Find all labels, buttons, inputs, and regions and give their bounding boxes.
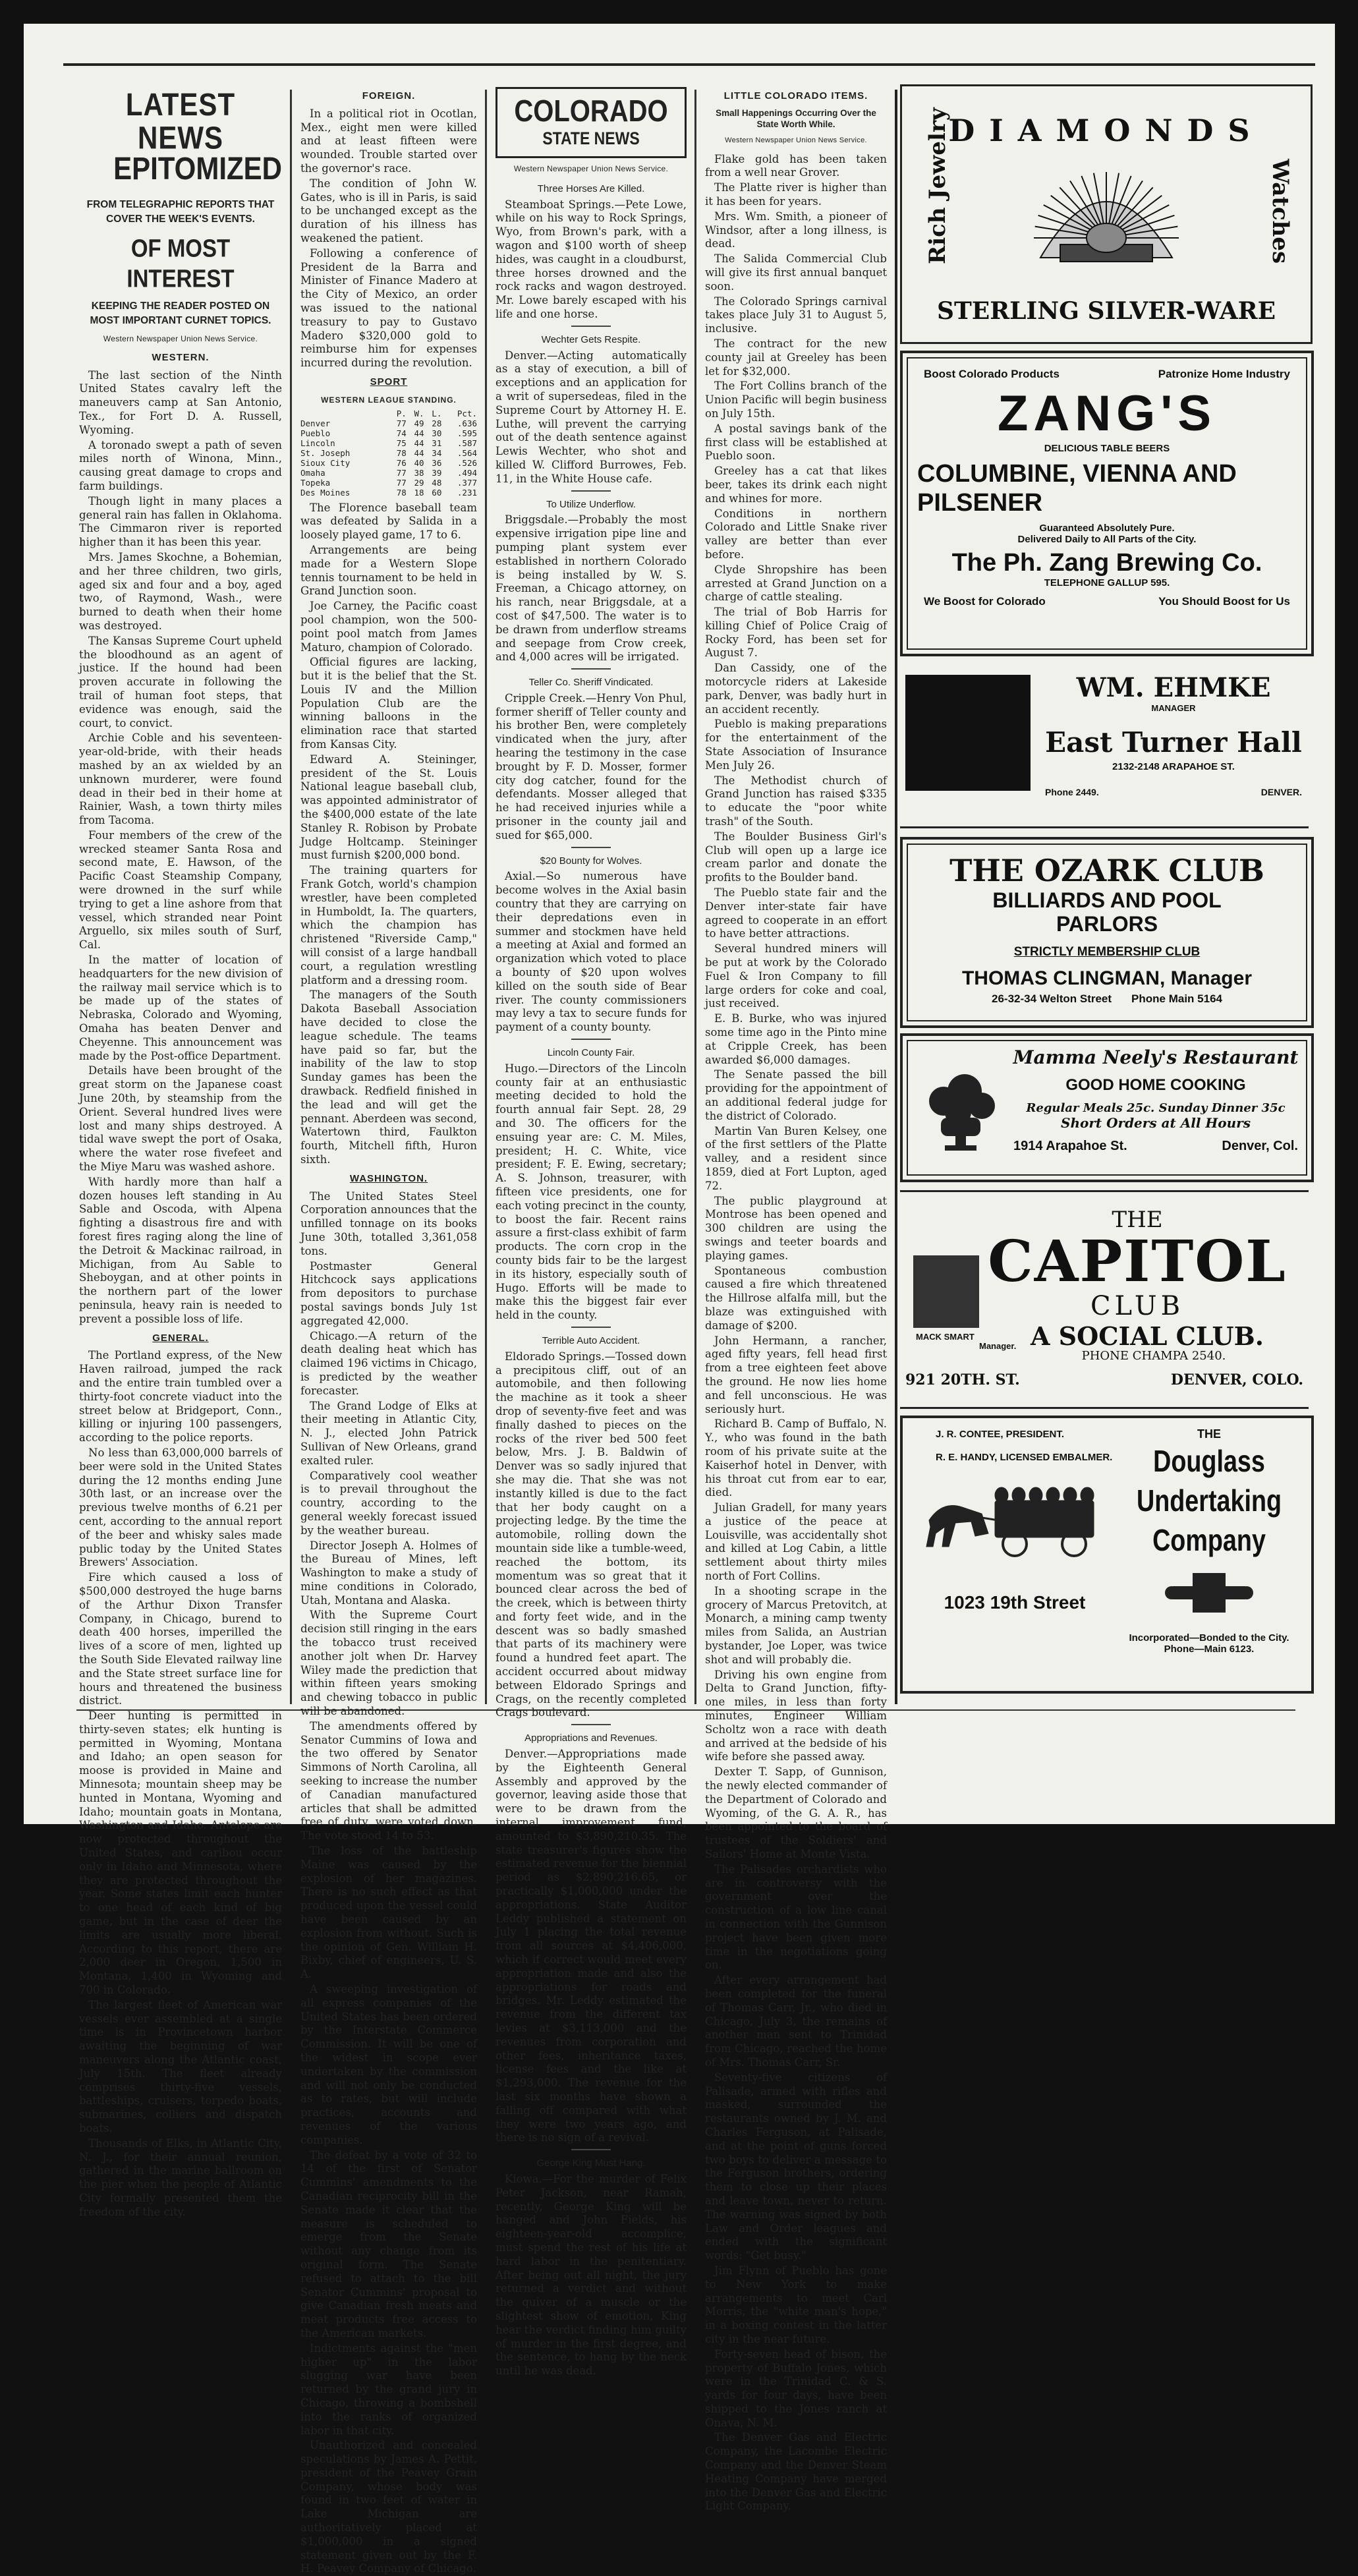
team-name: Pueblo — [300, 428, 331, 438]
ad-diamonds-title: DIAMONDS — [948, 113, 1264, 148]
article-paragraph: The Florence baseball team was defeated by Salida in a loosely played game, 17 to 6. — [300, 501, 477, 542]
standing-cell: 44 — [414, 438, 424, 448]
story-divider — [571, 1039, 611, 1040]
article-paragraph: Four members of the crew of the wrecked steamer Santa Rosa and second mate, E. Hawson, of the Pacific Coast Steamship Company, were drowned in the surf while trying to get a line ashore from that vessel, which stranded near Point Arguello, six miles south of Surf, Cal. — [79, 828, 282, 952]
standing-cell: 44 — [414, 447, 424, 458]
section-washington: WASHINGTON. — [349, 1172, 428, 1184]
standing-row — [300, 488, 477, 498]
ad-ehmke-role: MANAGER — [1151, 703, 1196, 713]
ad-ozark-phone: Phone Main 5164 — [1131, 992, 1222, 1005]
article-paragraph: Flake gold has been taken from a well near Grover. — [705, 152, 887, 179]
story-headline: Teller Co. Sheriff Vindicated. — [528, 677, 654, 689]
ad-mamma-neelys-restaurant — [900, 1033, 1314, 1182]
column-colorado-state-news — [495, 87, 687, 2378]
ad-ehmke-phone: Phone 2449. — [1045, 787, 1099, 797]
story-headline: $20 Bounty for Wolves. — [540, 855, 642, 867]
standing-row — [300, 418, 477, 428]
ad-douglass-the: THE — [1197, 1427, 1221, 1441]
ad-ehmke-hall: East Turner Hall — [1045, 726, 1302, 758]
ad-neely-line2: Regular Meals 25c. Sunday Dinner 35c — [1026, 1101, 1286, 1115]
ad-capitol-city: DENVER, COLO. — [1170, 1371, 1303, 1388]
ad-douglass-embalmer: R. E. HANDY, LICENSED EMBALMER. — [936, 1452, 1113, 1463]
standing-cell: 78 — [396, 447, 407, 458]
article-paragraph: The Boulder Business Girl's Club will open up a large ice cream parlor and donate the profits to the Boulder band. — [705, 830, 887, 884]
ad-diamonds-right: Watches — [1267, 159, 1293, 264]
article-paragraph: Official figures are lacking, but it is the belief that the St. Louis IV and the Million Population Club are the winning balloons in the elimination race that started from Kansas City. — [300, 656, 477, 751]
standing-cell: 60 — [432, 487, 442, 498]
article-paragraph: Joe Carney, the Pacific coast pool champion, won the 500-point pool match from James Maturo, champion of Colorado. — [300, 600, 477, 654]
article-paragraph: Arrangements are being made for a Western Slope tennis tournament to be held in Grand Junction soon. — [300, 543, 477, 598]
crown-jewel-illustration-icon — [1021, 159, 1192, 277]
standing-cell: 78 — [396, 487, 407, 498]
ad-capitol-manager-role: Manager. — [979, 1341, 1017, 1351]
ad-zang-bottom-left: We Boost for Colorado — [924, 595, 1046, 608]
article-paragraph: Edward A. Steininger, president of the St. Louis National league baseball club, was appointed administrator of the $400,000 estate of the late Stanley R. Robison by Probate Judge Holtcamp. Steininger must furnish $200,000 bond. — [300, 753, 477, 862]
newspaper-page — [24, 24, 1335, 2575]
standing-header-cell: P. — [396, 408, 407, 418]
article-paragraph: Conditions in northern Colorado and Little Snake river valley are better than ever before. — [705, 507, 887, 561]
standing-cell: 77 — [396, 477, 407, 488]
story-body: Briggsdale.—Probably the most expensive irrigation pipe line and pumping plant system ever established in northern Colorado is being installed by W. S. Freeman, a Chicago attorney, on his ranch, near Briggsdale, at a cost of $47,500. The water is to be drawn from underflow streams and seepage from Crow creek, and 4,000 acres will be irrigated. — [495, 513, 687, 664]
standing-cell: .231 — [457, 487, 477, 498]
foreign-stories — [300, 107, 477, 370]
section-western: WESTERN. — [152, 351, 210, 363]
standing-header-cell — [300, 409, 389, 418]
ad-ozark-line2: PARLORS — [1056, 912, 1158, 936]
standing-header-cell: Pct. — [457, 408, 477, 418]
article-paragraph: A toronado swept a path of seven miles north of Winona, Minn., causing great damage to crops and farm buildings. — [79, 438, 282, 492]
little-items — [705, 153, 887, 2514]
standing-cell: .595 — [457, 428, 477, 438]
column-rule — [694, 90, 696, 1704]
team-name: St. Joseph — [300, 447, 351, 458]
headline-most-interest: OF MOST INTEREST — [127, 234, 235, 293]
standing-title: WESTERN LEAGUE STANDING. — [321, 395, 457, 405]
western-stories — [79, 369, 282, 1327]
team-name: Denver — [300, 418, 331, 428]
article-paragraph: A postal savings bank of the first class will be established at Pueblo soon. — [705, 422, 887, 463]
article-paragraph: Richard B. Camp of Buffalo, N. Y., who was found in the bath room of his private suite at the Kaiserhof hotel in Denver, with his throat cut from ear to ear, died. — [705, 1417, 887, 1499]
ad-capitol-club: CLUB — [1090, 1291, 1185, 1321]
sport-stories — [300, 501, 477, 1167]
article-paragraph: Deer hunting is permitted in thirty-seven states; elk hunting is permitted in Wyoming, Montana and Idaho; an open season for moose is provided in Maine and Minnesota; mountain sheep may be hunted in Montana, Wyoming and Idaho; mountain goats in Montana, Washington and Idaho. Antelope are now protected throughout the United States, and caribou occur only in Idaho and Minnesota, where they are protected throughout the year. Some states limit each hunter to one head of each kind of big game, but in the case of deer the limits are usually more liberal. According to this report, there are 2,000 deer in Oregon, 1,500 in Montana, 1,400 in Wyoming and 700 in Colorado. — [79, 1709, 282, 1997]
standing-row — [300, 468, 477, 478]
standing-cell: .494 — [457, 467, 477, 478]
column-rule — [895, 90, 897, 1704]
standing-cell: .587 — [457, 438, 477, 448]
article-paragraph: The largest fleet of American war vessels ever assembled at a single time is in Provincetown harbor awaiting the beginning of war maneuvers along the Atlantic coast, July 15th. The fleet already comprises thirty-five vessels, battleships, cruisers, torpedo boats, submarines, colliers and dispatch boats. — [79, 1998, 282, 2134]
story-body: Steamboat Springs.—Pete Lowe, while on his way to Rock Springs, Wyo, from Brown's park, with a wagon and $100 worth of sheep hides, was caught in a cloudburst, three horses drowned and the rock racks and wagon destroyed. Mr. Lowe barely escaped with his life and one horse. — [495, 198, 687, 320]
ad-ozark-manager: THOMAS CLINGMAN, Manager — [961, 967, 1252, 989]
standing-cell: 44 — [414, 428, 424, 438]
article-paragraph: Mrs. James Skochne, a Bohemian, and her three children, two girls, aged six and four and a boy, aged two, of Raymond, Wash., were burned to death when their home was destroyed. — [79, 550, 282, 632]
ad-capitol-name: CAPITOL — [988, 1228, 1287, 1295]
article-paragraph: Director Joseph A. Holmes of the Bureau of Mines, left Washington to make a study of mine conditions in Colorado, Utah, Montana and Alaska. — [300, 1539, 477, 1607]
standing-cell: .377 — [457, 477, 477, 488]
article-paragraph: With the Supreme Court decision still ringing in the ears the tobacco trust received another jolt when Dr. Harvey Wiley made the prediction that within fifteen years smoking and chewing tobacco in public will be abandoned. — [300, 1609, 477, 1718]
ad-capitol-manager-name: MACK SMART — [916, 1332, 975, 1342]
story-body: Denver.—Appropriations made by the Eighteenth General Assembly and approved by the governor, leaving aside those that were to be drawn from the internal improvement fund, amounted to $3,890,210.35. The state treasurer's figures show the estimated revenue for the biennial period as $2,890,216.65, or practically $1,000,000 under the appropriations. State Auditor Leddy published a statement on July 1 placing the total revenue from all sources at $4,406,000, which if correct would meet every appropriation made and also the appropriations for roads and bridges. Mr. Leddy estimated the revenue from the different tax levies at $3,113,000 and the revenues from corporation and other fees, inheritance taxes, license fees and the like at $1,293,000. The revenue for the last six months have shown a falling off compared with what they were two years ago, and there is no sign of a revival. — [495, 1748, 687, 2144]
article-paragraph: Jim Flynn of Pueblo has gone to New York to make arrangements to meet Carl Morris, the "white man's hope," in a boxing contest in the latter city in the near future. — [705, 2264, 887, 2345]
story-body: Cripple Creek.—Henry Von Phul, former sheriff of Teller county and his brother Ben, were completely vindicated when the jury, after hearing the testimony in the case brought by F. D. Mosser, former city dog catcher, found for the defendants. Mosser alleged that he had received injuries while a prisoner in the county jail and sued for $65,000. — [495, 691, 687, 842]
article-paragraph: The trial of Bob Harris for killing Chief of Police Craig of Rocky Ford, has been set for August 7. — [705, 606, 887, 660]
standing-cell: 76 — [396, 457, 407, 468]
ad-douglass-undertaking — [900, 1416, 1314, 1694]
team-name: Sioux City — [300, 457, 351, 468]
column-little-colorado-items — [705, 84, 887, 2513]
ad-zang-bottom-right: You Should Boost for Us — [1158, 595, 1290, 608]
story-body: Axial.—So numerous have become wolves in the Axial basin country that they are carrying on their depredations even in summer and stockmen have held a meeting at Axial and formed an organization which voted to place a bounty of $20 upon wolves killed on the south side of Bear river. The county commissioners may levy a tax to secure funds for payment of a county bounty. — [495, 870, 687, 1034]
article-paragraph: Indictments against the "men higher up" in the labor slugging war have been returned by the grand jury in Chicago, throwing a bombshell into the ranks of organized labor in that city. — [300, 2341, 477, 2437]
article-paragraph: E. B. Burke, who was injured some time ago in the Pinto mine at Cripple Creek, has been awarded $6,000 damages. — [705, 1012, 887, 1066]
standing-cell: 31 — [432, 438, 442, 448]
team-name: Omaha — [300, 467, 325, 478]
ad-neely-city: Denver, Col. — [1222, 1139, 1298, 1153]
article-paragraph: The loss of the battleship Maine was caused by the explosion of her magazines. There is no such effect as that produced upon the vessel could have been caused by an explosion from without. Such is the opinion of Gen. William H. Bixby, chief of engineers, U. S. A. — [300, 1845, 477, 1981]
story-divider — [571, 2149, 611, 2150]
article-paragraph: The contract for the new county jail at Greeley has been let for $32,000. — [705, 337, 887, 378]
article-paragraph: Dexter T. Sapp, of Gunnison, the newly elected commander of the Department of Colorado and Wyoming, of the G. A. R., has been appointed to the board of trustees of the Soldiers' and Sailors' Home at Monte Vista. — [705, 1765, 887, 1861]
photo-placeholder — [905, 675, 1031, 791]
article-paragraph: The Denver Gas and Electric Company, the Lacombe Electric Company and the Denver Steam Heating Company have merged into the Denver Gas and Electric Light Company. — [705, 2431, 887, 2513]
ad-diamonds-left: Rich Jewelry — [924, 107, 951, 264]
standing-cell: 74 — [396, 428, 407, 438]
ad-zang-delivery: Delivered Daily to All Parts of the City. — [1017, 534, 1197, 545]
article-paragraph: The amendments offered by Senator Cummins of Iowa and the two offered by Senator Simmons of North Carolina, all seeking to increase the number of Canadian manufactured articles that shall be admitted free of duty, were voted down. The vote stood 14 to 53. — [300, 1719, 477, 1843]
top-rule — [63, 63, 1315, 66]
byline: Western Newspaper Union News Service. — [513, 164, 669, 173]
ad-capitol-social: A SOCIAL CLUB. — [1030, 1321, 1264, 1351]
article-paragraph: The Salida Commercial Club will give its first annual banquet soon. — [705, 252, 887, 293]
article-paragraph: Clyde Shropshire has been arrested at Grand Junction on a charge of cattle stealing. — [705, 563, 887, 604]
section-general: GENERAL. — [152, 1332, 209, 1344]
article-paragraph: Details have been brought of the great storm on the Japanese coast June 20th, by steamship from the Orient. Several hundred lives were lost and many ships destroyed. A tidal wave swept the port of Osaka, where the water rose fivefeet and the Miye Maru was washed ashore. — [79, 1064, 282, 1174]
article-paragraph: With hardly more than half a dozen houses left standing in Au Sable and Oscoda, with Alpena fighting a disastrous fire and with forest fires raging along the line of the Detroit & Mackinac railroad, in Michigan, from Au Sable to Sheboygan, and at other points in the northern part of the lower peninsula, heavy rain is needed to prevent a possible loss of life. — [79, 1175, 282, 1325]
standing-cell: .636 — [457, 418, 477, 428]
article-paragraph: Comparatively cool weather is to prevail throughout the country, according to the general weekly forecast issued by the weather bureau. — [300, 1469, 477, 1537]
standing-cell: 48 — [432, 477, 442, 488]
team-name: Des Moines — [300, 487, 351, 498]
headline-epitomized: EPITOMIZED — [113, 150, 282, 186]
story-divider — [571, 326, 611, 327]
standing-header-cell: W. — [414, 408, 424, 418]
ad-neely-line3: Short Orders at All Hours — [1061, 1115, 1251, 1131]
ornament-icon — [1160, 1566, 1259, 1619]
article-paragraph: The Methodist church of Grand Junction has raised $335 to educate the "poor white trash" of the South. — [705, 774, 887, 828]
article-paragraph: Julian Gradell, for many years a justice of the peace at Louisville, was accidentally shot and killed at Log Cabin, a little settlement about thirty miles north of Fort Collins. — [705, 1501, 887, 1583]
ad-ehmke-name: WM. EHMKE — [1076, 672, 1271, 703]
article-paragraph: The managers of the South Dakota Baseball Association have decided to close the league schedule. The teams have paid so far, but the inability of the law to stop Sunday games has been the drawback. Redfield finished in the lead and will get the pennant. Aberdeen was second, Watertown third, Faulkton fourth, Mitchell fifth, Huron sixth. — [300, 988, 477, 1166]
standing-cell: 36 — [432, 457, 442, 468]
little-colorado-title: LITTLE COLORADO ITEMS. — [723, 90, 868, 101]
hearse-illustration-icon — [916, 1481, 1114, 1560]
masthead-colorado: COLORADO — [514, 94, 668, 129]
byline: Western Newspaper Union News Service. — [725, 136, 867, 144]
article-paragraph: The condition of John W. Gates, who is ill in Paris, is said to be unchanged except as the duration of his illness has weakened the patient. — [300, 177, 477, 244]
standing-cell: 77 — [396, 418, 407, 428]
article-paragraph: The Pueblo state fair and the Denver inter-state fair have agreed to cooperate in an effort to have better attractions. — [705, 886, 887, 940]
story-headline: Terrible Auto Accident. — [542, 1334, 640, 1346]
ad-neely-address: 1914 Arapahoe St. — [1013, 1139, 1127, 1153]
headline-latest-news: LATEST NEWS — [125, 86, 236, 156]
column-latest-news — [79, 86, 282, 2218]
article-paragraph: Martin Van Buren Kelsey, one of the first settlers of the Platte valley, and a resident since 1859, died at Fort Lupton, aged 72. — [705, 1124, 887, 1192]
standing-row — [300, 428, 477, 438]
byline: Western Newspaper Union News Service. — [103, 334, 258, 343]
story-headline: Three Horses Are Killed. — [537, 183, 645, 194]
article-paragraph: In a political riot in Ocotlan, Mex., eight men were killed and at least fifteen were wounded. Trouble started over the governor's race. — [300, 107, 477, 175]
flower-bowl-icon — [917, 1072, 1003, 1157]
ad-zang-company: The Ph. Zang Brewing Co. — [951, 549, 1262, 577]
story-headline: Wechter Gets Respite. — [541, 333, 641, 345]
ad-capitol-club — [900, 1190, 1309, 1409]
article-paragraph: After every arrangement had been completed for the funeral of Thomas Carr, Jr., who died in Chicago, July 3, the remains of another man sent to Trinidad from Chicago, reached the home of Mrs. Thomas Carr, Sr. — [705, 1974, 887, 2069]
article-paragraph: Several hundred miners will be put at work by the Colorado Fuel & Iron Company to fill large orders for coke and coal, just received. — [705, 942, 887, 1010]
ad-zang-tagline: DELICIOUS TABLE BEERS — [1044, 443, 1170, 454]
article-paragraph: The Colorado Springs carnival takes place July 31 to August 5, inclusive. — [705, 295, 887, 335]
standing-cell: 40 — [414, 457, 424, 468]
article-paragraph: Thousands of Elks, in Atlantic City, N. J., for their annual reunion, gathered in the marine ballroom on the pier when the people of Atlantic City formally presented them the freedom of the city. — [79, 2136, 282, 2218]
ad-douglass-president: J. R. CONTEE, PRESIDENT. — [936, 1429, 1065, 1440]
story-headline: Lincoln County Fair. — [547, 1047, 635, 1059]
article-paragraph: Following a conference of President de la Barra and Minister of Finance Madero at the City of Mexico, an order was issued to the national treasury to pay to Gustavo Madero $320,000 gold to reimburse him for expenses incurred during the revolution. — [300, 246, 477, 370]
ad-douglass-phone: Phone—Main 6123. — [1164, 1644, 1255, 1655]
ad-zang-guarantee: Guaranteed Absolutely Pure. — [1039, 523, 1175, 534]
story-headline: To Utilize Underflow. — [546, 498, 636, 510]
colorado-state-news-masthead — [495, 87, 687, 158]
ad-zang-brewing — [900, 351, 1314, 656]
story-divider — [571, 1327, 611, 1328]
article-paragraph: The Kansas Supreme Court upheld the bloodhound as an agent of justice. If the hound had been proven accurate in following the trail of human foot steps, that evidence was enough, said the court, to convict. — [79, 634, 282, 730]
ad-capitol-the: THE — [1112, 1207, 1163, 1233]
state-stories — [495, 183, 687, 2378]
article-paragraph: The Grand Lodge of Elks at their meeting in Atlantic City, N. J., elected John Patrick Sullivan of New Orleans, grand exalted ruler. — [300, 1399, 477, 1467]
ad-neely-name: Mamma Neely's Restaurant — [1013, 1046, 1299, 1068]
standing-header-cell: L. — [432, 408, 442, 418]
ad-neely-line1: GOOD HOME COOKING — [1065, 1076, 1246, 1094]
ad-zang-name: ZANG'S — [997, 386, 1217, 442]
ad-ehmke-address: 2132-2148 ARAPAHOE ST. — [1112, 761, 1235, 772]
standing-row — [300, 438, 477, 448]
standing-cell: 18 — [414, 487, 424, 498]
masthead-state-news: STATE NEWS — [542, 129, 640, 148]
article-paragraph: Postmaster General Hitchcock says applications from depositors to purchase postal savings bonds July 1st aggregated 42,000. — [300, 1259, 477, 1327]
article-paragraph: In the matter of location of headquarters for the new division of the railway mail service which is to be made up of the states of Nebraska, Colorado and Wyoming, Omaha has beaten Denver and Cheyenne. This announcement was made by the Post-office Department. — [79, 954, 282, 1062]
article-paragraph: In a shooting scrape in the grocery of Marcus Pretovitch, at Monarch, a mining camp twenty miles from Salida, an Austrian bystander, Joe Loper, was twice shot and will probably die. — [705, 1584, 887, 1666]
washington-stories — [300, 1190, 477, 2576]
little-colorado-subtitle: Small Happenings Occurring Over the State Worth While. — [716, 107, 876, 129]
ad-ozark-line1: BILLIARDS AND POOL — [992, 888, 1222, 912]
general-stories — [79, 1349, 282, 2219]
ad-zang-top-right: Patronize Home Industry — [1158, 368, 1290, 380]
ad-diamonds — [900, 84, 1313, 344]
ad-ozark-address: 26-32-34 Welton Street — [992, 992, 1112, 1005]
ad-douglass-address: 1023 19th Street — [944, 1592, 1086, 1613]
article-paragraph: The Portland express, of the New Haven railroad, jumped the rack and the entire train tumbled over a thirty-foot concrete viaduct into the street below at Bridgeport, Conn., killing or injuring 100 passengers, according to the police reports. — [79, 1349, 282, 1445]
article-paragraph: Spontaneous combustion caused a fire which threatened the Hillrose alfalfa mill, but the blaze was extinguished with damage of $200. — [705, 1264, 887, 1332]
article-paragraph: Driving his own engine from Delta to Grand Junction, fifty-one miles, in less than forty minutes, Engineer William Scholtz won a race with death and arrived at the bedside of his wife before she passed away. — [705, 1668, 887, 1763]
article-paragraph: Unauthorized and concealed speculations by James A. Pettit, president of the Peavey Grain Company, whose body was found in two feet of water in Lake Michigan are authoritatively placed at $1,000,000 in a signed statement given out by the F. H. Peavey Company of Chicago. — [300, 2439, 477, 2575]
article-paragraph: Dan Cassidy, one of the motorcycle riders at Lakeside park, Denver, was badly hurt in an accident recently. — [705, 662, 887, 716]
article-paragraph: The Platte river is higher than it has been for years. — [705, 181, 887, 208]
standing-cell: 28 — [432, 418, 442, 428]
ad-diamonds-bottom: STERLING SILVER-WARE — [936, 297, 1276, 325]
article-paragraph: Though light in many places a general rain has fallen in Oklahoma. The Cimmaron river is reported higher than it has been this year. — [79, 494, 282, 549]
story-headline: Appropriations and Revenues. — [524, 1732, 658, 1744]
ad-zang-beers: COLUMBINE, VIENNA AND PILSENER — [917, 460, 1237, 517]
column-rule — [485, 90, 487, 1704]
article-paragraph: Seventy-five citizens of Palisade, armed with rifles and masked, surrounded the restaurants owned by J. M. and Charles Ferguson, at Palisade, and at the point of guns forced two boys to deliver a message to the Ferguson brothers, ordering them to close up their places and leave town, never to return. The warning was signed by both Law and Order leagues and ended with the significant words: "Get busy." — [705, 2071, 887, 2262]
article-paragraph: The public playground at Montrose has been opened and 300 children are using the swings and teeter boards and playing games. — [705, 1194, 887, 1262]
section-foreign: FOREIGN. — [362, 90, 416, 101]
standing-cell: 75 — [396, 438, 407, 448]
story-headline: George King Must Hang. — [536, 2158, 646, 2169]
article-paragraph: Archie Coble and his seventeen-year-old-bride, with their heads mashed by an ax wielded by an unknown murderer, were found dead in their bed in their home at Rainier, Wash, a town thirty miles from Tacoma. — [79, 731, 282, 827]
ad-ehmke-city: DENVER. — [1260, 787, 1302, 797]
ad-zang-phone: TELEPHONE GALLUP 595. — [1044, 577, 1170, 588]
ad-ozark-club — [900, 837, 1314, 1028]
story-divider — [571, 490, 611, 492]
standing-cell: 77 — [396, 467, 407, 478]
ad-ozark-membership: STRICTLY MEMBERSHIP CLUB — [1013, 945, 1201, 959]
ad-douglass-incorporated: Incorporated—Bonded to the City. — [1129, 1632, 1289, 1644]
standing-cell: 49 — [414, 418, 424, 428]
article-paragraph: The United States Steel Corporation announces that the unfilled tonnage on its books June 30th, totalled 3,361,058 tons. — [300, 1189, 477, 1257]
standing-cell: 29 — [414, 477, 424, 488]
ad-ozark-name: THE OZARK CLUB — [949, 853, 1264, 888]
kicker-telegraphic: FROM TELEGRAPHIC REPORTS THAT COVER THE WEEK'S EVENTS. — [86, 199, 275, 225]
standing-cell: 39 — [432, 467, 442, 478]
article-paragraph: Pueblo is making preparations for the entertainment of the State Association of Insurance Men July 26. — [705, 718, 887, 772]
standing-cell: .526 — [457, 457, 477, 468]
article-paragraph: The training quarters for Frank Gotch, world's champion wrestler, have been completed in Humboldt, Ia. The quarters, which the champion has christened "Riverside Camp," will consist of a large handball court, a regulation wrestling platform and a dressing room. — [300, 864, 477, 987]
article-paragraph: The defeat by a vote of 32 to 14 of the first of Senator Cummins' amendments to the Canadian reciprocity bill in the Senate made it clear that the measure is scheduled to emerge from the Senate without any change from its original form. The Senate refused to attach to the bill Senator Cummins' proposal to give Canadian fresh meats and meat products free access to the American markets. — [300, 2148, 477, 2339]
ad-capitol-address: 921 20TH. ST. — [905, 1371, 1020, 1388]
article-paragraph: The Palisades orchardists who are in controversy with the government over the construction of a low line canal in connection with the Gunnison project have been given more time in the negotiations going on. — [705, 1862, 887, 1972]
article-paragraph: Forty-seven head of bison, the property of Buffalo Jones, which were in the Trinidad C. & S. yards for four days, have been shipped to the Jones ranch at Onava, N. M. — [705, 2347, 887, 2429]
story-divider — [571, 668, 611, 670]
ad-zang-top-left: Boost Colorado Products — [924, 368, 1060, 380]
article-paragraph: Fire which caused a loss of $500,000 destroyed the huge barns of the Arthur Dixon Transfer Company, in Chicago, burend to death 400 horses, imperilled the lives of a score of men, lighted up the South Side Elevated railway line and the State street surface line for hours and threatened the business district. — [79, 1571, 282, 1707]
photo-placeholder — [913, 1255, 979, 1328]
standing-cell: .564 — [457, 447, 477, 458]
column-foreign-sport — [300, 84, 477, 2575]
ad-capitol-phone: PHONE CHAMPA 2540. — [1081, 1349, 1226, 1363]
article-paragraph: Mrs. Wm. Smith, a pioneer of Windsor, after a long illness, is dead. — [705, 210, 887, 250]
standing-cell: 30 — [432, 428, 442, 438]
standing-row — [300, 458, 477, 468]
standing-cell: 34 — [432, 447, 442, 458]
team-name: Lincoln — [300, 438, 335, 448]
article-paragraph: No less than 63,000,000 barrels of beer were sold in the United States during the 12 months ending June 30th last, or an increase over the previous twelve months of 6.21 per cent, according to the annual report of the beer and whisky sales made public today by the United States Brewers' Association. — [79, 1446, 282, 1569]
ad-douglass-name: Douglass Undertaking Company — [1136, 1444, 1282, 1557]
section-sport: SPORT — [370, 376, 408, 387]
league-standing-table — [300, 409, 477, 498]
story-divider — [571, 1724, 611, 1725]
story-body: Kiowa.—For the murder of Felix Peter Jackson, near Ramah, recently, George King will be hanged and John Fields, his eighteen-year-old accomplice, must spend the rest of his life at hard labor in the penitentiary. After being out all night, the jury returned a verdict and without the quiver of a muscle or the slightest show of emotion, King hear the verdict finding him guilty of murder in the first degree, and the sentence, to hang by the neck until he was dead. — [495, 2172, 687, 2378]
standing-row — [300, 448, 477, 458]
article-paragraph: John Hermann, a rancher, aged fifty years, fell head first from a tree eighteen feet above the ground. He now lies home and fell unconscious. He was seriously hurt. — [705, 1334, 887, 1416]
team-name: Topeka — [300, 477, 331, 488]
story-body: Hugo.—Directors of the Lincoln county fair at an enthusiastic meeting decided to hold the fourth annual fair Sept. 28, 29 and 30. The officers for the ensuing year are: C. M. Miles, president; H. C. White, vice president; F. E. Ewing, secretary; A. S. Johnson, treasurer, with fifteen vice presidents, one for each voting precinct in the county, to boost the fair. Recent rains assure a first-class exhibit of farm products. The corn crop in the county bids fair to be the largest in its history, especially south of Hugo. Efforts will be made to make this the biggest fair ever held in the county. — [495, 1062, 687, 1322]
article-paragraph: The Senate passed the bill providing for the appointment of an additional federal judge for the district of Colorado. — [705, 1068, 887, 1122]
story-body: Eldorado Springs.—Tossed down a precipitous cliff, out of an automobile, and then following the machine as it took a sheer drop of seventy-five feet and was finally dashed to pieces on the rocks of the river bed 500 feet below, Mrs. J. B. Baldwin of Denver was so sadly injured that she may die. That she was not instantly killed is due to the fact that her body caught on a projecting ledge. By the time the automobile, rolling down the mountain side like a tumble-weed, reached the bottom, its momentum was so great that it bounced clear across the bed of the creek, which is between thirty and forty feet wide, and in the descent was so badly smashed that parts of its machinery were found a hundred feet apart. The accident occurred about midway between Eldorado Springs and Crags, on the recently completed Crags boulevard. — [495, 1350, 687, 1719]
story-divider — [571, 847, 611, 848]
ad-east-turner-hall — [900, 662, 1309, 828]
kicker-reader-posted: KEEPING THE READER POSTED ON MOST IMPORTANT CURNET TOPICS. — [90, 301, 271, 326]
article-paragraph: A sweeping investigation of all express companies of the United States has been ordered by the Interstate Commerce Commission. It will be one of the widest in scope ever undertaken by the commission and will not only be conducted as to rates, but will include practices, accounts and revenues of the various companies. — [300, 1983, 477, 2146]
article-paragraph: Chicago.—A return of the death dealing heat which has claimed 196 victims in Chicago, is predicted by the weather forecaster. — [300, 1329, 477, 1397]
standing-cell: 38 — [414, 467, 424, 478]
article-paragraph: The Fort Collins branch of the Union Pacific will begin business on July 15th. — [705, 380, 887, 420]
column-rule — [290, 90, 292, 1704]
article-paragraph: Greeley has a cat that likes beer, takes its drink each night and whines for more. — [705, 465, 887, 505]
story-body: Denver.—Acting automatically as a stay of execution, a bill of exceptions and an application for a writ of supersedeas, filed in the Supreme Court by Attorney H. E. Luthe, will prevent the carrying out of the death sentence against Lewis Wechter, who shot and killed W. Clifford Burrowes, Feb. 11, in the White House cafe. — [495, 349, 687, 485]
standing-row — [300, 478, 477, 488]
article-paragraph: The last section of the Ninth United States cavalry left the maneuvers camp at San Antonio, Tex., for Fort D. A. Russell, Wyoming. — [79, 368, 282, 436]
